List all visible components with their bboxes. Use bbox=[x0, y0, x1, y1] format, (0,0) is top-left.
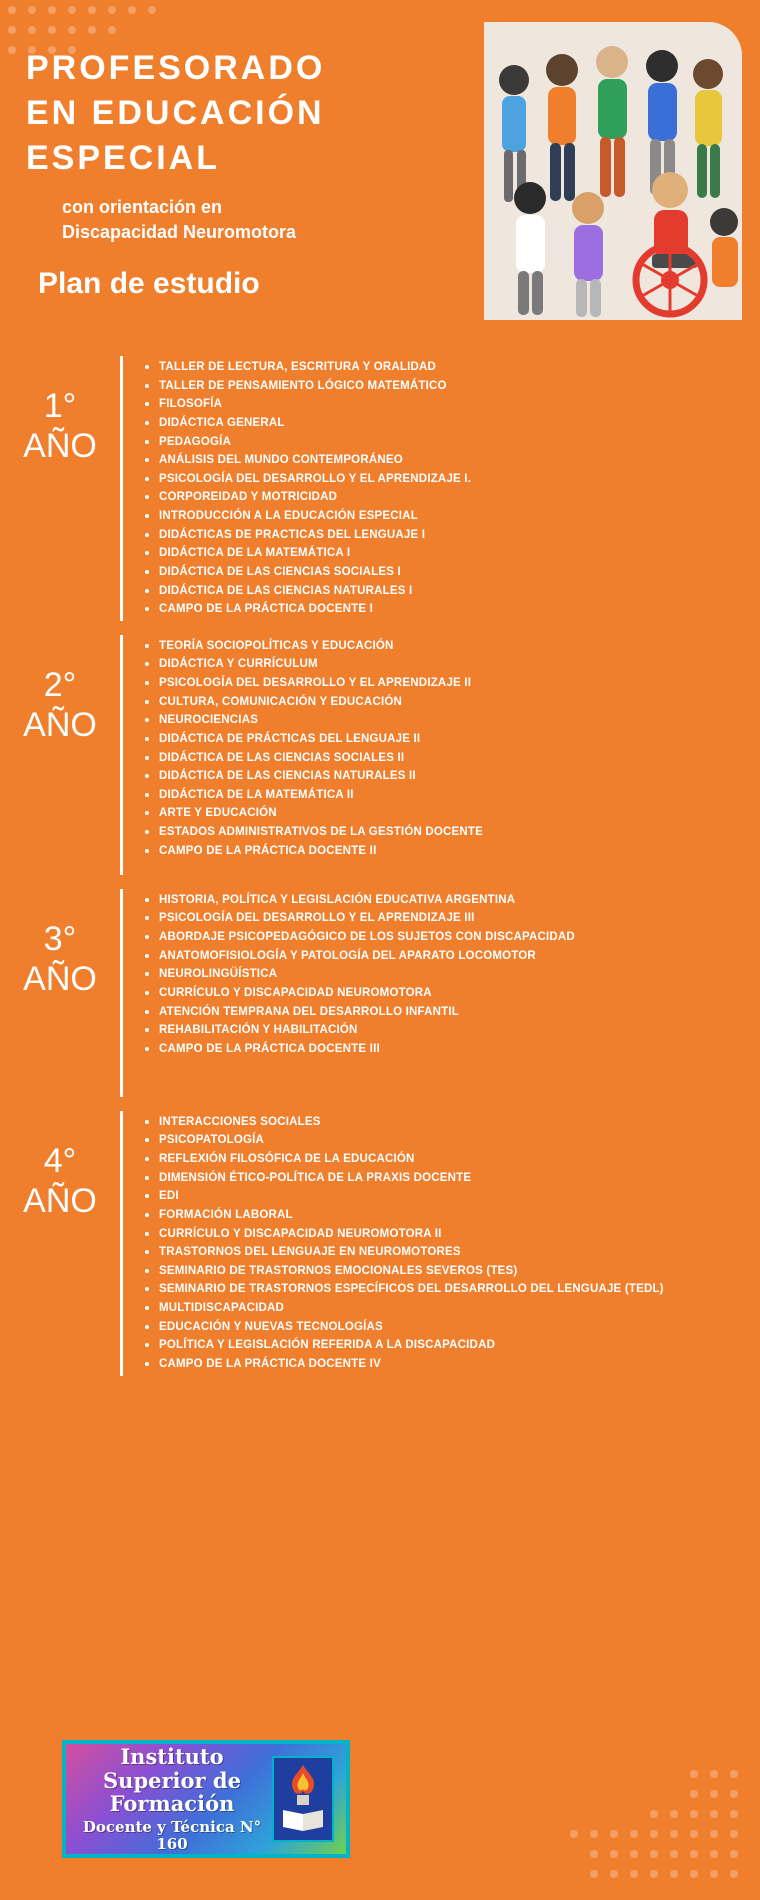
decorative-dot bbox=[48, 6, 56, 14]
decorative-dot bbox=[610, 1830, 618, 1838]
decorative-dots-bottom bbox=[570, 1770, 750, 1890]
decorative-dot bbox=[650, 1810, 658, 1818]
logo-line-1: Instituto bbox=[120, 1744, 224, 1770]
decorative-dot bbox=[710, 1790, 718, 1798]
subject-item: PSICOLOGÍA DEL DESARROLLO Y EL APRENDIZAJE I. bbox=[145, 470, 742, 489]
title-line-1: PROFESORADO bbox=[26, 49, 326, 87]
subject-item: ESTADOS ADMINISTRATIVOS DE LA GESTIÓN DOCENTE bbox=[145, 823, 742, 842]
subject-item: DIDÁCTICA GENERAL bbox=[145, 414, 742, 433]
decorative-dot bbox=[68, 6, 76, 14]
decorative-dot bbox=[670, 1810, 678, 1818]
subject-item: INTRODUCCIÓN A LA EDUCACIÓN ESPECIAL bbox=[145, 507, 742, 526]
subject-item: DIDÁCTICA DE LA MATEMÁTICA II bbox=[145, 786, 742, 805]
year-word: AÑO bbox=[23, 959, 97, 998]
year-word: AÑO bbox=[23, 705, 97, 744]
decorative-dot bbox=[650, 1850, 658, 1858]
subject-item: PEDAGOGÍA bbox=[145, 433, 742, 452]
decorative-dot bbox=[730, 1790, 738, 1798]
decorative-dot bbox=[68, 26, 76, 34]
title-line-2: EN EDUCACIÓN bbox=[26, 93, 325, 132]
decorative-dot bbox=[610, 1850, 618, 1858]
subject-item: CORPOREIDAD Y MOTRICIDAD bbox=[145, 488, 742, 507]
subject-item: DIDÁCTICA DE PRÁCTICAS DEL LENGUAJE II bbox=[145, 730, 742, 749]
plan-label: Plan de estudio bbox=[38, 267, 260, 300]
decorative-dot bbox=[650, 1830, 658, 1838]
year-label-3 bbox=[0, 885, 120, 999]
subject-item: CULTURA, COMUNICACIÓN Y EDUCACIÓN bbox=[145, 693, 742, 712]
year-label-2 bbox=[0, 631, 120, 745]
logo-line-4: Docente y Técnica N° 160 bbox=[82, 1817, 262, 1853]
subject-item: DIMENSIÓN ÉTICO-POLÍTICA DE LA PRAXIS DOCENTE bbox=[145, 1169, 742, 1188]
subject-item: FORMACIÓN LABORAL bbox=[145, 1206, 742, 1225]
subject-item: CAMPO DE LA PRÁCTICA DOCENTE IV bbox=[145, 1355, 742, 1374]
decorative-dot bbox=[690, 1790, 698, 1798]
subject-item: CURRÍCULO Y DISCAPACIDAD NEUROMOTORA II bbox=[145, 1225, 742, 1244]
decorative-dot bbox=[650, 1870, 658, 1878]
decorative-dot bbox=[690, 1810, 698, 1818]
subject-item: CAMPO DE LA PRÁCTICA DOCENTE I bbox=[145, 600, 742, 619]
book-torch-icon bbox=[272, 1756, 334, 1842]
year-number: 3° bbox=[43, 919, 77, 958]
subject-item: HISTORIA, POLÍTICA Y LEGISLACIÓN EDUCATIVA ARGENTINA bbox=[145, 891, 742, 910]
subject-item: MULTIDISCAPACIDAD bbox=[145, 1299, 742, 1318]
subject-item: ANÁLISIS DEL MUNDO CONTEMPORÁNEO bbox=[145, 451, 742, 470]
year-label-1 bbox=[0, 352, 120, 466]
decorative-dot bbox=[8, 6, 16, 14]
subject-item: ANATOMOFISIOLOGÍA Y PATOLOGÍA DEL APARATO LOCOMOTOR bbox=[145, 947, 742, 966]
decorative-dot bbox=[148, 6, 156, 14]
subject-item: TALLER DE LECTURA, ESCRITURA Y ORALIDAD bbox=[145, 358, 742, 377]
subject-item: TRASTORNOS DEL LENGUAJE EN NEUROMOTORES bbox=[145, 1243, 742, 1262]
subtitle-line-2: Discapacidad Neuromotora bbox=[62, 221, 297, 242]
subject-item: DIDÁCTICA DE LAS CIENCIAS NATURALES I bbox=[145, 582, 742, 601]
logo-text bbox=[72, 1745, 272, 1852]
subject-item: CAMPO DE LA PRÁCTICA DOCENTE III bbox=[145, 1040, 742, 1059]
subject-item: DIDÁCTICA Y CURRÍCULUM bbox=[145, 655, 742, 674]
subject-item: INTERACCIONES SOCIALES bbox=[145, 1113, 742, 1132]
decorative-dot bbox=[690, 1850, 698, 1858]
decorative-dot bbox=[108, 26, 116, 34]
subject-item: NEUROCIENCIAS bbox=[145, 711, 742, 730]
decorative-dot bbox=[670, 1870, 678, 1878]
decorative-dot bbox=[730, 1870, 738, 1878]
year-word: AÑO bbox=[23, 427, 97, 466]
subject-list-4 bbox=[123, 1107, 760, 1380]
decorative-dot bbox=[8, 46, 16, 54]
decorative-dot bbox=[710, 1810, 718, 1818]
year-word: AÑO bbox=[23, 1181, 97, 1220]
decorative-dot bbox=[690, 1870, 698, 1878]
subject-item: DIDÁCTICA DE LAS CIENCIAS SOCIALES II bbox=[145, 749, 742, 768]
decorative-dot bbox=[610, 1870, 618, 1878]
decorative-dot bbox=[48, 26, 56, 34]
subject-item: PSICOPATOLOGÍA bbox=[145, 1131, 742, 1150]
decorative-dot bbox=[730, 1850, 738, 1858]
subject-item: SEMINARIO DE TRASTORNOS EMOCIONALES SEVEROS (TES) bbox=[145, 1262, 742, 1281]
subject-item: REHABILITACIÓN Y HABILITACIÓN bbox=[145, 1021, 742, 1040]
subject-item: ARTE Y EDUCACIÓN bbox=[145, 804, 742, 823]
subject-item: PSICOLOGÍA DEL DESARROLLO Y EL APRENDIZAJE III bbox=[145, 909, 742, 928]
subject-item: CURRÍCULO Y DISCAPACIDAD NEUROMOTORA bbox=[145, 984, 742, 1003]
subject-list-2 bbox=[123, 631, 760, 867]
year-block-4 bbox=[0, 1107, 760, 1380]
subject-item: TEORÍA SOCIOPOLÍTICAS Y EDUCACIÓN bbox=[145, 637, 742, 656]
students-photo bbox=[484, 22, 742, 320]
subject-item: ABORDAJE PSICOPEDAGÓGICO DE LOS SUJETOS CON DISCAPACIDAD bbox=[145, 928, 742, 947]
curriculum-years bbox=[0, 352, 760, 1386]
subtitle-line-1: con orientación en bbox=[62, 196, 223, 217]
year-number: 2° bbox=[43, 665, 77, 704]
decorative-dot bbox=[730, 1810, 738, 1818]
decorative-dot bbox=[670, 1850, 678, 1858]
decorative-dot bbox=[710, 1870, 718, 1878]
page-title bbox=[26, 46, 446, 181]
subject-item: DIDÁCTICA DE LAS CIENCIAS NATURALES II bbox=[145, 767, 742, 786]
subject-item: EDUCACIÓN Y NUEVAS TECNOLOGÍAS bbox=[145, 1318, 742, 1337]
subtitle bbox=[62, 195, 446, 245]
decorative-dot bbox=[690, 1770, 698, 1778]
decorative-dot bbox=[108, 6, 116, 14]
decorative-dot bbox=[28, 6, 36, 14]
decorative-dot bbox=[570, 1830, 578, 1838]
header bbox=[26, 46, 446, 301]
subject-list-1 bbox=[123, 352, 760, 625]
subject-list-3 bbox=[123, 885, 760, 1065]
logo-line-2: Superior de bbox=[103, 1767, 241, 1793]
decorative-dot bbox=[630, 1870, 638, 1878]
decorative-dot bbox=[730, 1830, 738, 1838]
year-block-2 bbox=[0, 631, 760, 879]
subject-item: NEUROLINGÜÍSTICA bbox=[145, 965, 742, 984]
decorative-dot bbox=[128, 6, 136, 14]
decorative-dot bbox=[630, 1850, 638, 1858]
decorative-dot bbox=[710, 1830, 718, 1838]
year-block-3 bbox=[0, 885, 760, 1101]
subject-item: SEMINARIO DE TRASTORNOS ESPECÍFICOS DEL DESARROLLO DEL LENGUAJE (TEDL) bbox=[145, 1280, 742, 1299]
subject-item: DIDÁCTICA DE LAS CIENCIAS SOCIALES I bbox=[145, 563, 742, 582]
subject-item: FILOSOFÍA bbox=[145, 395, 742, 414]
decorative-dot bbox=[88, 6, 96, 14]
subject-item: REFLEXIÓN FILOSÓFICA DE LA EDUCACIÓN bbox=[145, 1150, 742, 1169]
year-block-1 bbox=[0, 352, 760, 625]
institution-logo bbox=[62, 1740, 350, 1858]
decorative-dot bbox=[690, 1830, 698, 1838]
decorative-dot bbox=[8, 26, 16, 34]
subject-item: POLÍTICA Y LEGISLACIÓN REFERIDA A LA DISCAPACIDAD bbox=[145, 1336, 742, 1355]
decorative-dot bbox=[590, 1870, 598, 1878]
subject-item: CAMPO DE LA PRÁCTICA DOCENTE II bbox=[145, 842, 742, 861]
decorative-dot bbox=[590, 1830, 598, 1838]
decorative-dot bbox=[630, 1830, 638, 1838]
decorative-dot bbox=[710, 1850, 718, 1858]
year-label-4 bbox=[0, 1107, 120, 1221]
subject-item: TALLER DE PENSAMIENTO LÓGICO MATEMÁTICO bbox=[145, 377, 742, 396]
decorative-dot bbox=[730, 1770, 738, 1778]
subject-item: ATENCIÓN TEMPRANA DEL DESARROLLO INFANTIL bbox=[145, 1003, 742, 1022]
decorative-dot bbox=[590, 1850, 598, 1858]
decorative-dot bbox=[670, 1830, 678, 1838]
decorative-dot bbox=[88, 26, 96, 34]
subject-item: EDI bbox=[145, 1187, 742, 1206]
subject-item: DIDÁCTICAS DE PRACTICAS DEL LENGUAJE I bbox=[145, 526, 742, 545]
year-number: 1° bbox=[43, 387, 77, 425]
logo-line-3: Formación bbox=[109, 1791, 235, 1817]
year-number: 4° bbox=[43, 1141, 77, 1180]
decorative-dot bbox=[710, 1770, 718, 1778]
decorative-dot bbox=[28, 26, 36, 34]
subject-item: PSICOLOGÍA DEL DESARROLLO Y EL APRENDIZAJE II bbox=[145, 674, 742, 693]
title-line-3: ESPECIAL bbox=[26, 138, 221, 177]
subject-item: DIDÁCTICA DE LA MATEMÁTICA I bbox=[145, 544, 742, 563]
